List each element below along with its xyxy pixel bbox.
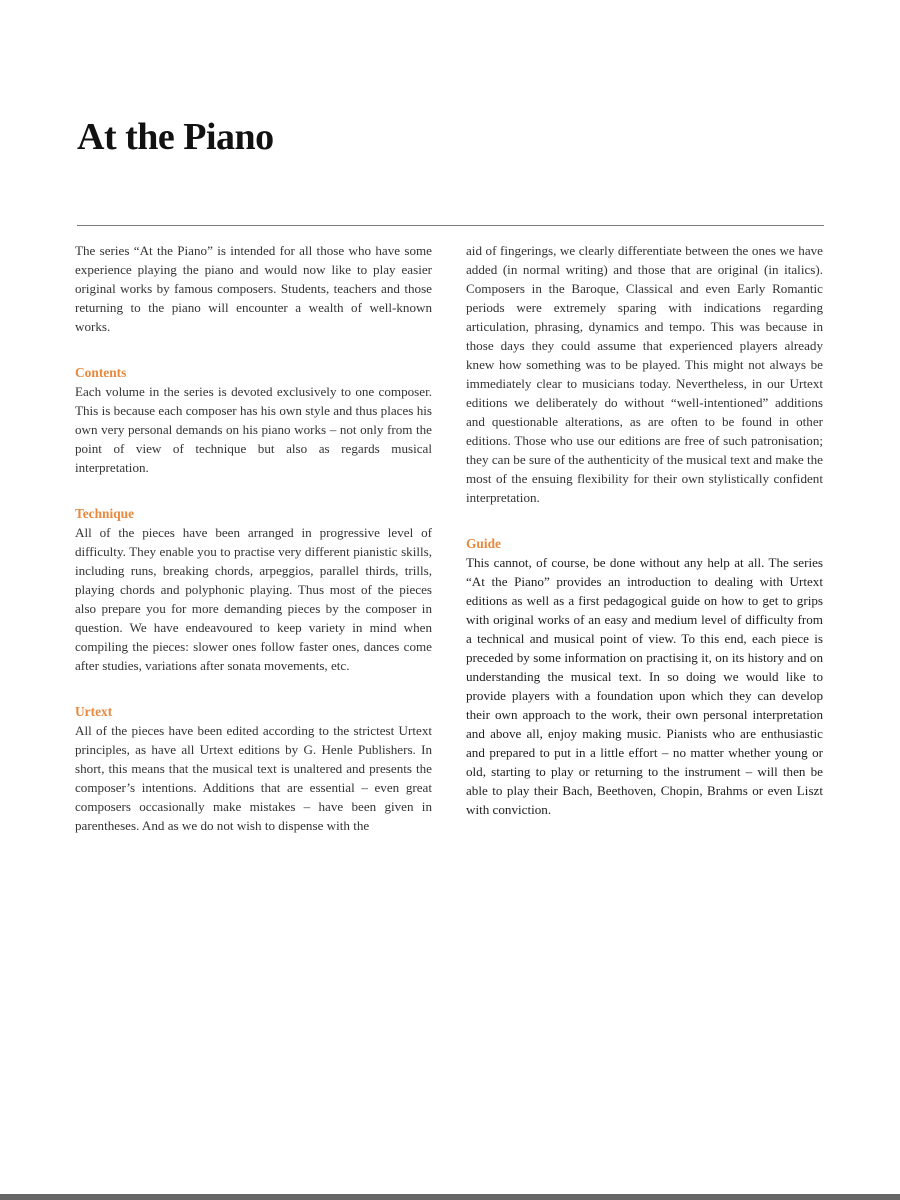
urtext-paragraph-continued: aid of fingerings, we clearly differentiate between the ones we have added (in normal writing) and those that are original (in italics). Composers in the Baroque, Classical and even Early Romantic periods were extremely sparing with indications regarding articulation, phrasing, dynamics and tempo. This was because in those days they could assume that experienced players already knew how something was to be played. This might not always be immediately clear to musicians today. Nevertheless, in our Urtext editions we deliberately do without “well-intentioned” additions and questionable alterations, as are often to be found in other editions. Those who use our editions are free of such patronisation; they can be sure of the authenticity of the musical text and make the most of the ensuing flexibility for their own stylistically confident interpretation.: [466, 243, 823, 505]
urtext-paragraph-start: All of the pieces have been edited according to the strictest Urtext principles, as have all Urtext editions by G. Henle Publishers. In short, this means that the musical text is unaltered and presents the composer’s intentions. Additions that are essential – even great composers occasionally make mistakes – have been given in parentheses. And as we do not wish to dispense with the: [75, 723, 432, 833]
title-divider: [77, 225, 824, 226]
page-title: At the Piano: [77, 116, 274, 158]
contents-heading: Contents: [75, 365, 127, 380]
technique-paragraph: All of the pieces have been arranged in progressive level of difficulty. They enable you to practise very different pianistic skills, including runs, breaking chords, arpeggios, parallel thirds, trills, playing chords and polyphonic playing. Thus most of the pieces also prepare you for more demanding pieces by the composer in question. We have endeavoured to keep variety in mind when compiling the pieces: slower ones follow faster ones, dances come after studies, variations after sonata movements, etc.: [75, 525, 432, 673]
contents-paragraph: Each volume in the series is devoted exclusively to one composer. This is because each composer has his own style and thus places his own very personal demands on his piano works – not only from the point of view of technique but also as regards musical interpretation.: [75, 384, 432, 475]
right-column: [466, 241, 823, 819]
technique-heading: Technique: [75, 506, 135, 521]
page-bottom-edge: [0, 1194, 900, 1200]
intro-paragraph: The series “At the Piano” is intended for all those who have some experience playing the piano and would now like to play easier original works by famous composers. Students, teachers and those returning to the piano will encounter a wealth of well-known works.: [75, 243, 432, 334]
left-column: [75, 241, 432, 835]
guide-paragraph: This cannot, of course, be done without any help at all. The series “At the Piano” provides an introduction to dealing with Urtext editions as well as a first pedagogical guide on how to get to grips with original works of an easy and medium level of difficulty from a technical and musical point of view. To this end, each piece is preceded by some information on practising it, on its history and on understanding the musical text. In so doing we would like to provide players with a foundation upon which they can develop their own approach to the work, their own personal interpretation and above all, enjoy making music. Pianists who are enthusiastic and prepared to put in a little effort – no matter whether young or old, starting to play or returning to the instrument – will then be able to play their Bach, Beethoven, Chopin, Brahms or even Liszt with conviction.: [466, 555, 823, 817]
guide-heading: Guide: [466, 536, 501, 551]
urtext-heading: Urtext: [75, 704, 113, 719]
